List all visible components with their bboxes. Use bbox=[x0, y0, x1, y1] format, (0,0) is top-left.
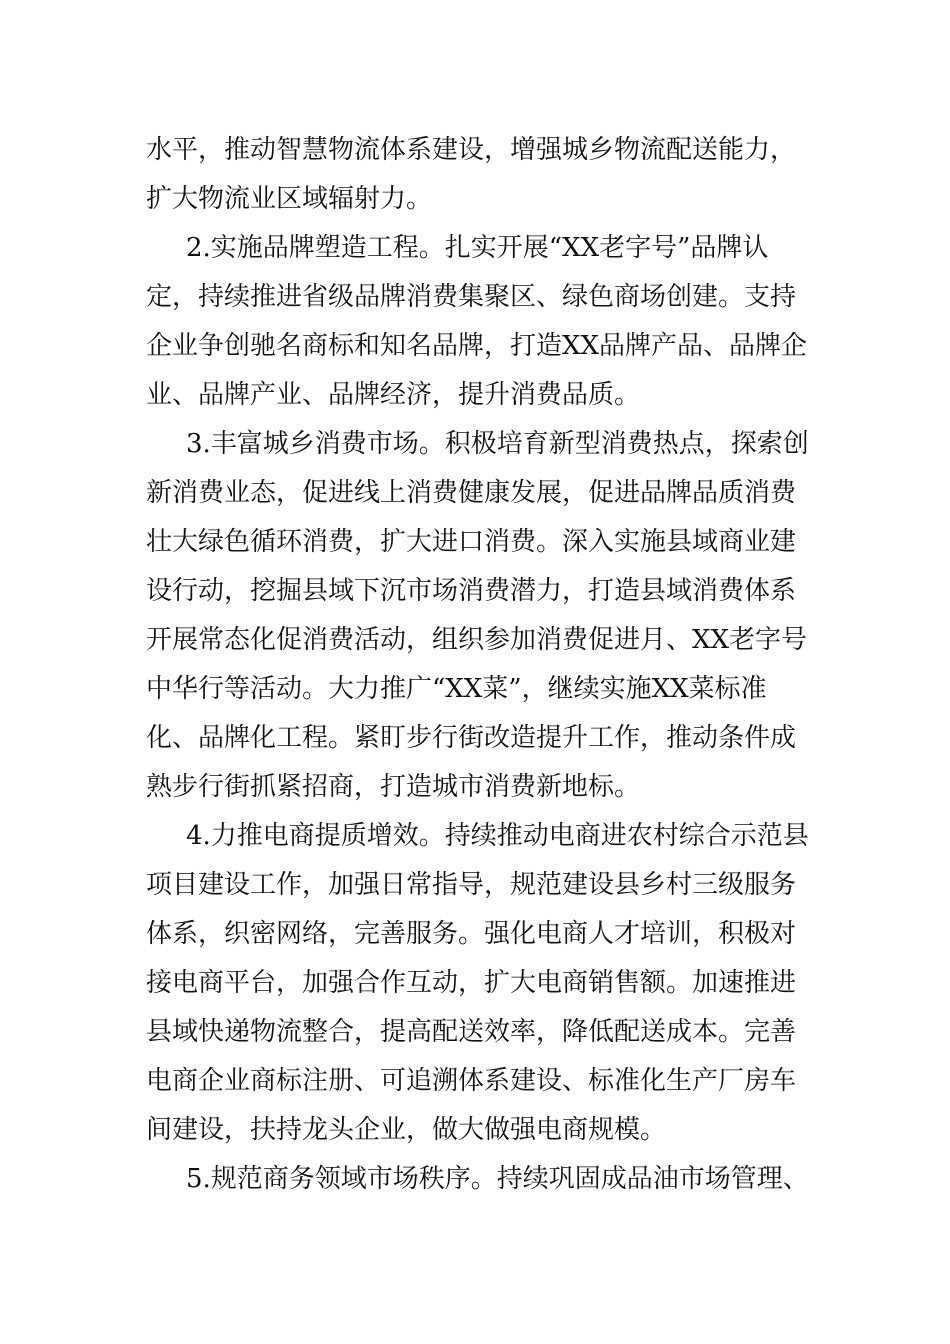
text-line: 5.规范商务领域市场秩序。持续巩固成品油市场管理、 bbox=[186, 1164, 809, 1194]
text-line: 企业争创驰名商标和知名品牌，打造XX品牌产品、品牌企 bbox=[146, 331, 808, 361]
text-line: 体系，织密网络，完善服务。强化电商人才培训，积极对 bbox=[146, 919, 797, 949]
text-line: 壮大绿色循环消费，扩大进口消费。深入实施县域商业建 bbox=[146, 527, 797, 557]
text-line: 3.丰富城乡消费市场。积极培育新型消费热点，探索创 bbox=[186, 429, 809, 459]
text-line: 新消费业态，促进线上消费健康发展，促进品牌品质消费 bbox=[146, 478, 797, 508]
text-line: 熟步行街抓紧招商，打造城市消费新地标。 bbox=[146, 772, 641, 802]
text-line: 化、品牌化工程。紧盯步行街改造提升工作，推动条件成 bbox=[146, 723, 797, 753]
text-line: 中华行等活动。大力推广“XX菜”，继续实施XX菜标准 bbox=[146, 674, 767, 704]
text-line: 接电商平台，加强合作互动，扩大电商销售额。加速推进 bbox=[146, 968, 797, 998]
text-line: 业、品牌产业、品牌经济，提升消费品质。 bbox=[146, 380, 641, 410]
text-line: 扩大物流业区域辐射力。 bbox=[146, 184, 433, 214]
text-line: 设行动，挖掘县域下沉市场消费潜力，打造县域消费体系 bbox=[146, 576, 797, 606]
text-line: 电商企业商标注册、可追溯体系建设、标准化生产厂房车 bbox=[146, 1066, 797, 1096]
text-line: 2.实施品牌塑造工程。扎实开展“XX老字号”品牌认 bbox=[186, 233, 769, 263]
text-line: 间建设，扶持龙头企业，做大做强电商规模。 bbox=[146, 1115, 667, 1145]
text-line: 县域快递物流整合，提高配送效率，降低配送成本。完善 bbox=[146, 1017, 797, 1047]
text-line: 定，持续推进省级品牌消费集聚区、绿色商场创建。支持 bbox=[146, 282, 797, 312]
text-line: 项目建设工作，加强日常指导，规范建设县乡村三级服务 bbox=[146, 870, 797, 900]
text-line: 4.力推电商提质增效。持续推动电商进农村综合示范县 bbox=[186, 821, 809, 851]
text-line: 水平，推动智慧物流体系建设，增强城乡物流配送能力， bbox=[146, 135, 797, 165]
text-line: 开展常态化促消费活动，组织参加消费促进月、XX老字号 bbox=[146, 625, 808, 655]
